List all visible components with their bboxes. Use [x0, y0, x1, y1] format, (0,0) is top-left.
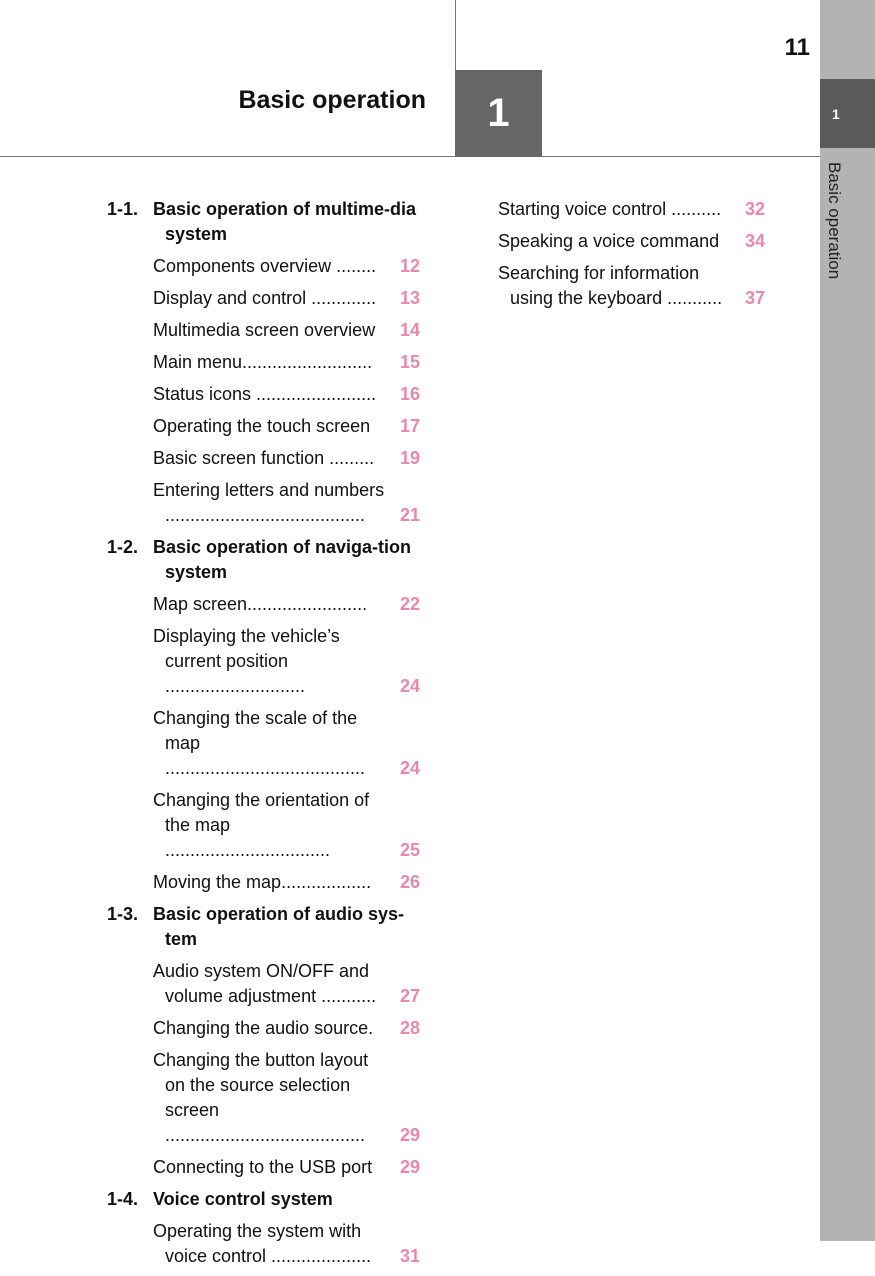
entry-title: Status icons ........................ [153, 384, 377, 404]
section-title: Voice control system [153, 1189, 333, 1209]
page-number: 11 [784, 34, 810, 61]
chapter-number-box: 1 [455, 70, 542, 157]
entry-title: Speaking a voice command [498, 231, 720, 251]
entry-page-link[interactable]: 34 [744, 231, 765, 251]
section-title: Basic operation of multime-dia system [153, 199, 417, 244]
entry-title: Entering letters and numbers ........................................ [153, 480, 385, 525]
entry-page-link[interactable]: 13 [399, 288, 420, 308]
entry-title: Moving the map.................. [153, 872, 372, 892]
entry-title: Starting voice control .......... [498, 199, 722, 219]
toc-entry[interactable] [153, 414, 420, 439]
toc-entry[interactable] [153, 318, 420, 343]
toc-section-heading[interactable] [107, 1187, 420, 1212]
side-chapter-label: Basic operation [825, 162, 844, 280]
entry-title: Changing the button layout on the source selection screen ........................................ [153, 1050, 369, 1145]
entry-page-link[interactable]: 17 [399, 416, 420, 436]
toc-entry[interactable] [153, 1219, 420, 1269]
entry-page-link[interactable]: 28 [399, 1018, 420, 1038]
section-title: Basic operation of naviga-tion system [153, 537, 412, 582]
entry-page-link[interactable]: 29 [399, 1157, 420, 1177]
entry-title: Searching for information using the keyboard ........... [498, 263, 723, 308]
entry-page-link[interactable]: 32 [744, 199, 765, 219]
entry-page-link[interactable]: 24 [399, 676, 420, 696]
toc-entry[interactable] [498, 197, 765, 222]
entry-page-link[interactable]: 19 [399, 448, 420, 468]
entry-title: Multimedia screen overview [153, 320, 376, 340]
section-title: Basic operation of audio sys-tem [153, 904, 405, 949]
entry-page-link[interactable]: 14 [399, 320, 420, 340]
toc-entry[interactable] [153, 1016, 420, 1041]
entry-title: Changing the audio source. [153, 1018, 374, 1038]
toc-left-column [107, 197, 420, 1276]
toc-entry[interactable] [153, 870, 420, 895]
toc-section-heading[interactable] [107, 197, 420, 247]
toc-entry[interactable] [498, 261, 765, 311]
entry-page-link[interactable]: 25 [399, 840, 420, 860]
entry-page-link[interactable]: 15 [399, 352, 420, 372]
toc-entry[interactable] [153, 959, 420, 1009]
header-divider-horizontal [0, 156, 820, 157]
entry-page-link[interactable]: 16 [399, 384, 420, 404]
section-number: 1-1. [107, 199, 139, 219]
toc-entry[interactable] [153, 286, 420, 311]
entry-title: Changing the scale of the map ........................................ [153, 708, 366, 778]
entry-title: Audio system ON/OFF and volume adjustment ........... [153, 961, 377, 1006]
entry-page-link[interactable]: 27 [399, 986, 420, 1006]
entry-page-link[interactable]: 24 [399, 758, 420, 778]
entry-title: Displaying the vehicle’s current position ............................ [153, 626, 340, 696]
toc-entry[interactable] [153, 446, 420, 471]
toc-right-column [498, 197, 765, 318]
entry-page-link[interactable]: 21 [399, 505, 420, 525]
section-number: 1-2. [107, 537, 139, 557]
toc-entry[interactable] [153, 350, 420, 375]
entry-title: Display and control ............. [153, 288, 377, 308]
toc-entry[interactable] [153, 592, 420, 617]
entry-title: Map screen........................ [153, 594, 368, 614]
entry-page-link[interactable]: 22 [399, 594, 420, 614]
side-chapter-tab[interactable]: 1 [820, 79, 875, 148]
entry-page-link[interactable]: 26 [399, 872, 420, 892]
entry-title: Connecting to the USB port [153, 1157, 373, 1177]
toc-entry[interactable] [498, 229, 765, 254]
entry-page-link[interactable]: 12 [399, 256, 420, 276]
toc-section-heading[interactable] [107, 902, 420, 952]
entry-page-link[interactable]: 29 [399, 1125, 420, 1145]
section-number: 1-3. [107, 904, 139, 924]
toc-entry[interactable] [153, 478, 420, 528]
entry-title: Operating the system with voice control .................... [153, 1221, 372, 1266]
entry-page-link[interactable]: 31 [399, 1246, 420, 1266]
entry-title: Changing the orientation of the map ................................. [153, 790, 370, 860]
toc-section-heading[interactable] [107, 535, 420, 585]
toc-entry[interactable] [153, 254, 420, 279]
entry-title: Components overview ........ [153, 256, 377, 276]
entry-title: Main menu.......................... [153, 352, 373, 372]
toc-entry[interactable] [153, 1048, 420, 1148]
toc-entry[interactable] [153, 624, 420, 699]
chapter-title: Basic operation [238, 86, 426, 114]
entry-title: Operating the touch screen [153, 416, 371, 436]
toc-entry[interactable] [153, 1155, 420, 1180]
entry-page-link[interactable]: 37 [744, 288, 765, 308]
entry-title: Basic screen function ......... [153, 448, 375, 468]
toc-entry[interactable] [153, 788, 420, 863]
toc-entry[interactable] [153, 382, 420, 407]
toc-entry[interactable] [153, 706, 420, 781]
section-number: 1-4. [107, 1189, 139, 1209]
